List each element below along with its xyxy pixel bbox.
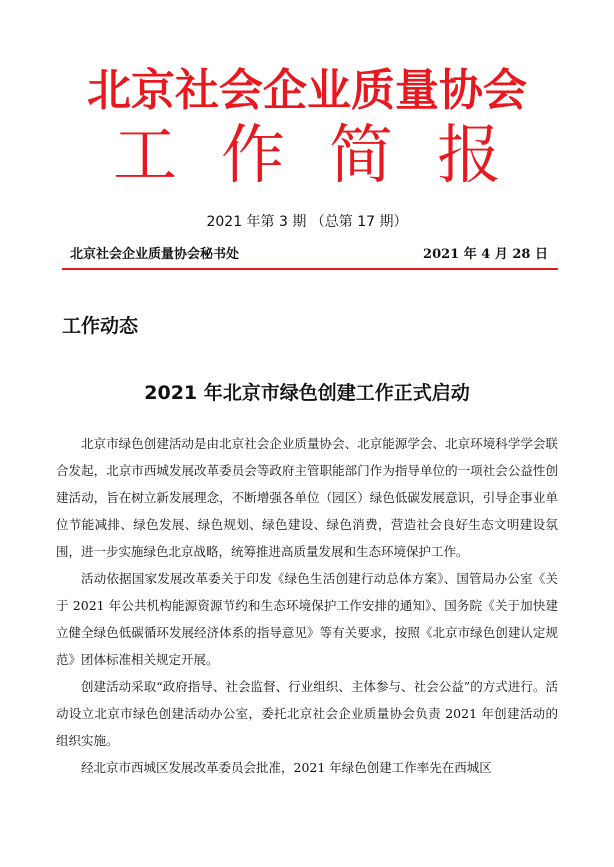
article-paragraph: 北京市绿色创建活动是由北京社会企业质量协会、北京能源学会、北京环境科学学会联合发起，北京市西城发展改革委员会等政府主管职能部门作为指导单位的一项社会公益性创建活动，旨在树立新发展理念，不断增强各单位（园区）绿色低碳发展意识，引导企事业单位节能减排、绿色发展、绿色规划、绿色建设、绿色消费，营造社会良好生态文明建设氛围，进一步实施绿色北京战略，统筹推进高质量发展和生态环境保护工作。 <box>56 436 558 559</box>
organization-title: 北京社会企业质量协会 <box>87 65 527 116</box>
article-headline: 2021 年北京市绿色创建工作正式启动 <box>144 382 470 404</box>
issuer-name: 北京社会企业质量协会秘书处 <box>70 247 240 262</box>
bulletin-title: 工作简报 <box>113 119 545 193</box>
article-paragraph: 经北京市西城区发展改革委员会批准，2021 年绿色创建工作率先在西城区 <box>81 760 492 775</box>
article-body <box>56 430 558 781</box>
issue-date: 2021 年 4 月 28 日 <box>423 247 548 262</box>
article-paragraph: 创建活动采取“政府指导、社会监督、行业组织、主体参与、社会公益”的方式进行。活动设立北京市绿色创建活动办公室，委托北京社会企业质量协会负责 2021 年创建活动的组织实施。 <box>56 679 558 748</box>
issue-number: 2021 年第 3 期 （总第 17 期） <box>206 214 408 230</box>
article-paragraph: 活动依据国家发展改革委关于印发《绿色生活创建行动总体方案》、国管局办公室《关于 2021 年公共机构能源资源节约和生态环境保护工作安排的通知》、国务院《关于加快建立健全绿色低碳循环发展经济体系的指导意见》等有关要求，按照《北京市绿色创建认定规范》团体标准相关规定开展。 <box>56 571 558 667</box>
section-title: 工作动态 <box>62 315 139 337</box>
header-divider <box>62 268 558 270</box>
